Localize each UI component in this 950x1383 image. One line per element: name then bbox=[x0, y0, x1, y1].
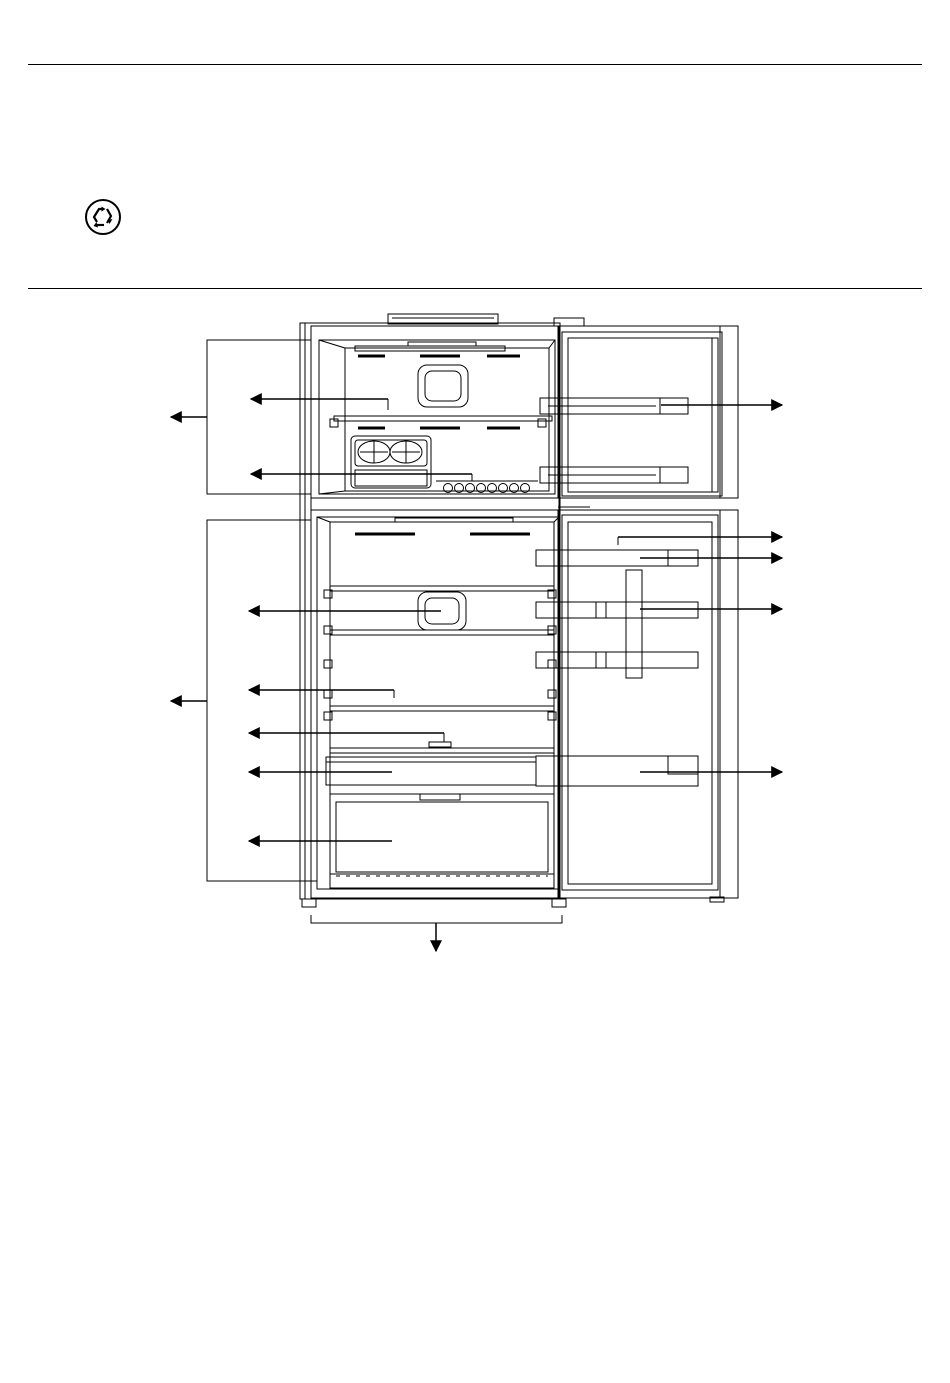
top-hinge bbox=[554, 318, 584, 326]
recycle-icon bbox=[84, 198, 122, 236]
callout-arrows bbox=[171, 399, 782, 951]
freezer-door bbox=[540, 326, 738, 498]
feet-bracket bbox=[311, 915, 562, 923]
freezer-bracket bbox=[207, 340, 311, 494]
fridge-door bbox=[536, 510, 738, 898]
freezer-compartment bbox=[319, 340, 555, 494]
section-rule bbox=[28, 288, 922, 289]
top-rule bbox=[28, 64, 922, 65]
fridge-compartment bbox=[317, 517, 559, 889]
mid-divider bbox=[311, 498, 590, 510]
refrigerator-diagram bbox=[0, 300, 950, 970]
leader-lines bbox=[388, 399, 618, 740]
